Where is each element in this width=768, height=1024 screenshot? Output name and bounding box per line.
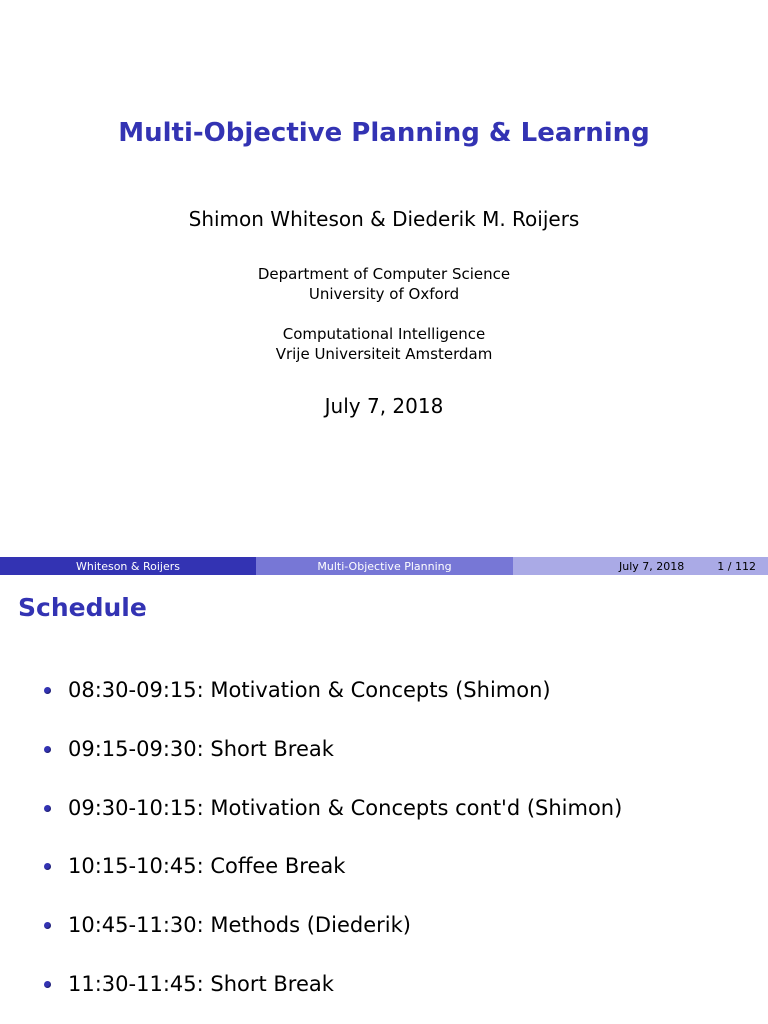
footer-authors: Whiteson & Roijers [0,557,256,575]
institution-line: Vrije Universiteit Amsterdam [275,345,493,363]
list-item [44,678,551,702]
affiliation-vu [0,324,768,364]
footer-date: July 7, 2018 [619,559,685,573]
footer-page-number: 1 / 112 [717,559,756,573]
list-item [44,796,622,820]
list-item-text: 11:30-11:45: Short Break [68,972,334,996]
slide-footer [0,557,768,575]
list-item-text: 09:30-10:15: Motivation & Concepts cont'd (Shimon) [68,796,623,820]
bullet-icon [44,687,51,694]
presentation-date: July 7, 2018 [324,394,444,418]
list-item [44,737,334,761]
list-item [44,854,345,878]
list-item [44,913,411,937]
presentation-title: Multi-Objective Planning & Learning [118,118,650,148]
bullet-icon [44,805,51,812]
bullet-icon [44,863,51,870]
list-item-text: 10:15-10:45: Coffee Break [68,854,346,878]
footer-title: Multi-Objective Planning [256,557,513,575]
authors: Shimon Whiteson & Diederik M. Roijers [188,207,580,231]
bullet-icon [44,746,51,753]
bullet-icon [44,981,51,988]
bullet-icon [44,922,51,929]
footer-right [513,557,768,575]
department-line: Department of Computer Science [257,265,511,283]
university-line: University of Oxford [308,285,460,303]
list-item-text: 08:30-09:15: Motivation & Concepts (Shimon) [68,678,551,702]
affiliation-oxford [0,264,768,304]
schedule-heading: Schedule [18,593,147,622]
list-item-text: 09:15-09:30: Short Break [68,737,334,761]
group-line: Computational Intelligence [282,325,486,343]
list-item [44,972,334,996]
list-item-text: 10:45-11:30: Methods (Diederik) [68,913,411,937]
